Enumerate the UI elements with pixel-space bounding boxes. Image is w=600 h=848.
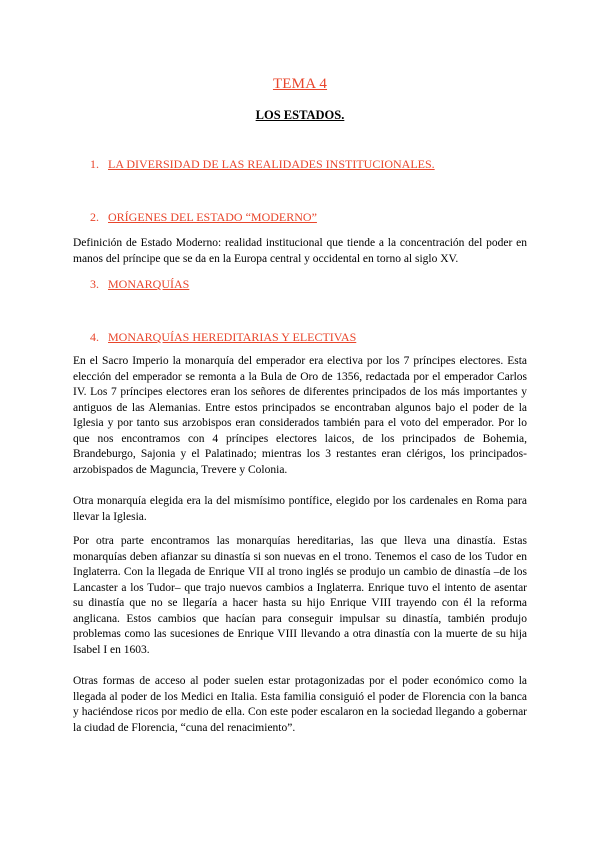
paragraph-hereditarias: Por otra parte encontramos las monarquías hereditarias, las que lleva una dinastía. Estas monarquías deben afianzar su dinastía si son nuevas en el trono. Tenemos el caso de los Tudor en Inglaterra. Con la llegada de Enrique VII al trono inglés se produjo un cambio de dinastía –de los Lancaster a los Tudor– que trajo nuevos cambios a Inglaterra. Enrique tuvo el intento de asentar su dinastía que no se llegaría a hacer hasta su hijo Enrique VIII trayendo con él la reforma anglicana. Estos cambios que hacían para conseguir impulsar su dinastía, también produjo problemas como las sucesiones de Enrique VIII llevando a otra dinastía con la muerte de su hija Isabel I en 1603. <box>73 535 527 656</box>
section-number: 2. <box>90 210 99 224</box>
document-title: TEMA 4 <box>272 76 328 92</box>
paragraph-definicion: Definición de Estado Moderno: realidad institucional que tiende a la concentración del poder en manos del príncipe que se da en la Europa central y occidental en torno al siglo XV. <box>73 237 527 265</box>
section-heading-2 <box>90 210 317 225</box>
section-number: 1. <box>90 157 99 171</box>
paragraph-medici: Otras formas de acceso al poder suelen estar protagonizadas por el poder económico como la llegada al poder de los Medici en Italia. Esta familia consiguió el poder de Florencia con la banca y haciéndose ricos por medio de ella. Con este poder escalaron en la sociedad llegando a gobernar la ciudad de Florencia, “cuna del renacimiento”. <box>73 675 527 734</box>
paragraph-pontifice: Otra monarquía elegida era la del mismísimo pontífice, elegido por los cardenales en Roma para llevar la Iglesia. <box>73 495 527 523</box>
section-heading-3 <box>90 277 189 292</box>
section-title: LA DIVERSIDAD DE LAS REALIDADES INSTITUCIONALES. <box>108 157 435 171</box>
section-title: MONARQUÍAS HEREDITARIAS Y ELECTIVAS <box>108 330 357 344</box>
section-heading-4 <box>90 330 356 345</box>
section-heading-1 <box>90 157 435 172</box>
section-number: 4. <box>90 330 99 344</box>
paragraph-sacro-imperio: En el Sacro Imperio la monarquía del emperador era electiva por los 7 príncipes electores. Esta elección del emperador se remonta a la Bula de Oro de 1356, redactada por el emperador Carlos IV. Los 7 príncipes electores eran los señores de diferentes principados de los más importantes y antiguos de las Alemanias. Entre estos principados se encontraban algunos bajo el poder de la Iglesia y por tanto sus arzobispos eran considerados también para el voto del emperador. Por lo que nos encontramos con 4 príncipes electores laicos, de los principados de Bohemia, Brandeburgo, Sajonia y el Palatinado; mientras los 3 restantes eran clérigos, los principados-arzobispados de Maguncia, Trevere y Colonia. <box>73 355 527 476</box>
section-number: 3. <box>90 277 99 291</box>
section-title: ORÍGENES DEL ESTADO “MODERNO” <box>108 210 317 224</box>
section-title: MONARQUÍAS <box>108 277 190 291</box>
document-subtitle: LOS ESTADOS. <box>255 108 345 122</box>
